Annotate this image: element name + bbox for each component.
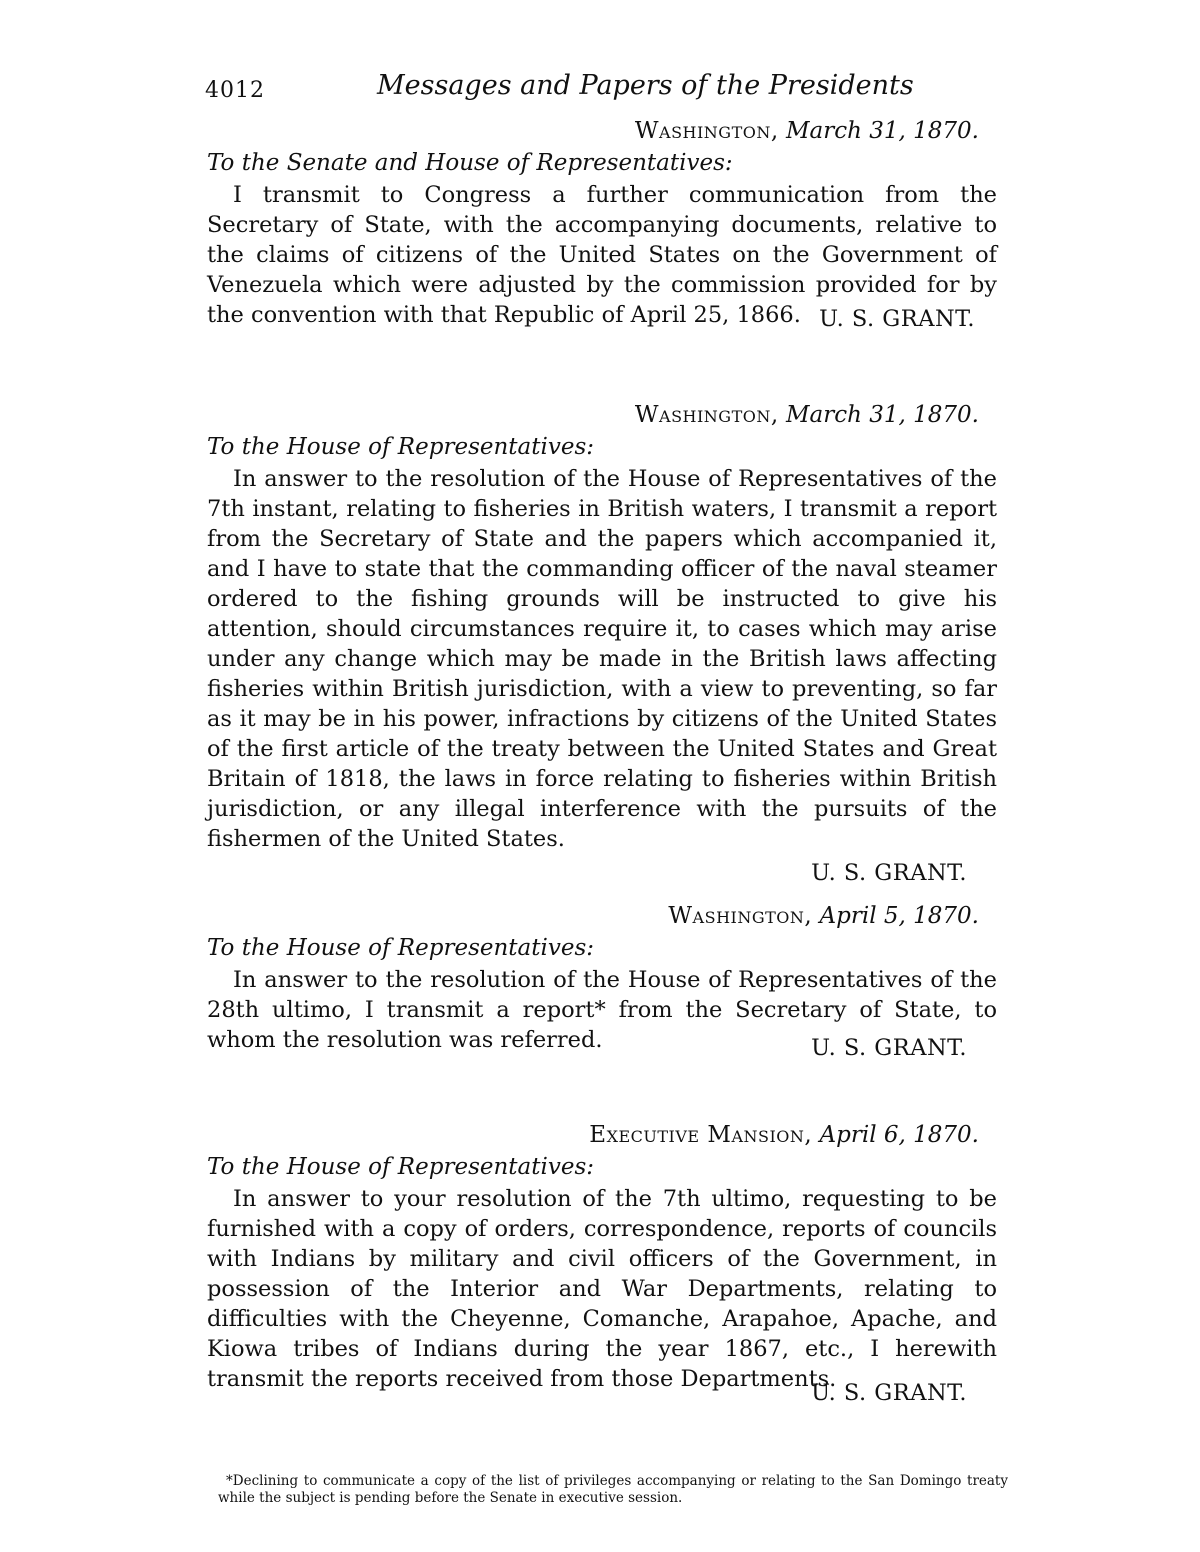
- signature: U. S. GRANT.: [811, 1380, 967, 1406]
- footnote: [218, 1473, 1008, 1507]
- dateline: [207, 1122, 979, 1148]
- message-body: I transmit to Congress a further communication from the Secretary of State, with the accompanying documents, relative to the claims of citizens of the United States on the Government of Venezuela which were adjusted by the commission provided for by the convention with that Republic of April 25, 1866.: [207, 182, 997, 328]
- dateline: [207, 402, 979, 428]
- running-title: Messages and Papers of the Presidents: [377, 70, 914, 101]
- message-1: [207, 118, 997, 332]
- page-header: [205, 70, 1005, 110]
- dateline-date: March 31, 1870.: [786, 118, 979, 144]
- addressee: To the Senate and House of Representatives:: [207, 150, 733, 176]
- dateline-place: Executive Mansion,: [589, 1122, 813, 1148]
- message-2: [207, 402, 997, 886]
- footnote-text: *Declining to communicate a copy of the list of privileges accompanying or relating to the San Domingo treaty while the subject is pending before the Senate in executive session.: [218, 1473, 1008, 1506]
- dateline: [207, 118, 979, 144]
- dateline-place: Washington,: [634, 118, 779, 144]
- signature: U. S. GRANT.: [811, 1035, 967, 1061]
- dateline-date: April 6, 1870.: [819, 1122, 979, 1148]
- dateline-place: Washington,: [634, 402, 779, 428]
- addressee: To the House of Representatives:: [207, 935, 595, 961]
- dateline-date: March 31, 1870.: [786, 402, 979, 428]
- addressee: To the House of Representatives:: [207, 434, 595, 460]
- signature: U. S. GRANT.: [811, 860, 967, 886]
- page-number: 4012: [205, 78, 265, 103]
- dateline-date: April 5, 1870.: [819, 903, 979, 929]
- message-body: In answer to the resolution of the House of Representatives of the 28th ultimo, I transmit a report* from the Secretary of State, to whom the resolution was referred.: [207, 967, 997, 1053]
- addressee: To the House of Representatives:: [207, 1154, 595, 1180]
- message-body: In answer to your resolution of the 7th ultimo, requesting to be furnished with a copy of orders, correspondence, reports of councils with Indians by military and civil officers of the Government, in possession of the Interior and War Departments, relating to difficulties with the Cheyenne, Comanche, Arapahoe, Apache, and Kiowa tribes of Indians during the year 1867, etc., I herewith transmit the reports received from those Departments.: [207, 1186, 997, 1392]
- signature: U. S. GRANT.: [819, 306, 975, 332]
- message-4: [207, 1122, 997, 1406]
- message-body: In answer to the resolution of the House of Representatives of the 7th instant, relating to fisheries in British waters, I transmit a report from the Secretary of State and the papers which accompanied it, and I have to state that the commanding officer of the naval steamer ordered to the fishing grounds will be instructed to give his attention, should circumstances require it, to cases which may arise under any change which may be made in the British laws affecting fisheries within British jurisdiction, with a view to preventing, so far as it may be in his power, infractions by citizens of the United States of the first article of the treaty between the United States and Great Britain of 1818, the laws in force relating to fisheries within British jurisdiction, or any illegal interference with the pursuits of the fishermen of the United States.: [207, 466, 997, 852]
- message-3: [207, 903, 997, 1061]
- dateline-place: Washington,: [668, 903, 813, 929]
- dateline: [207, 903, 979, 929]
